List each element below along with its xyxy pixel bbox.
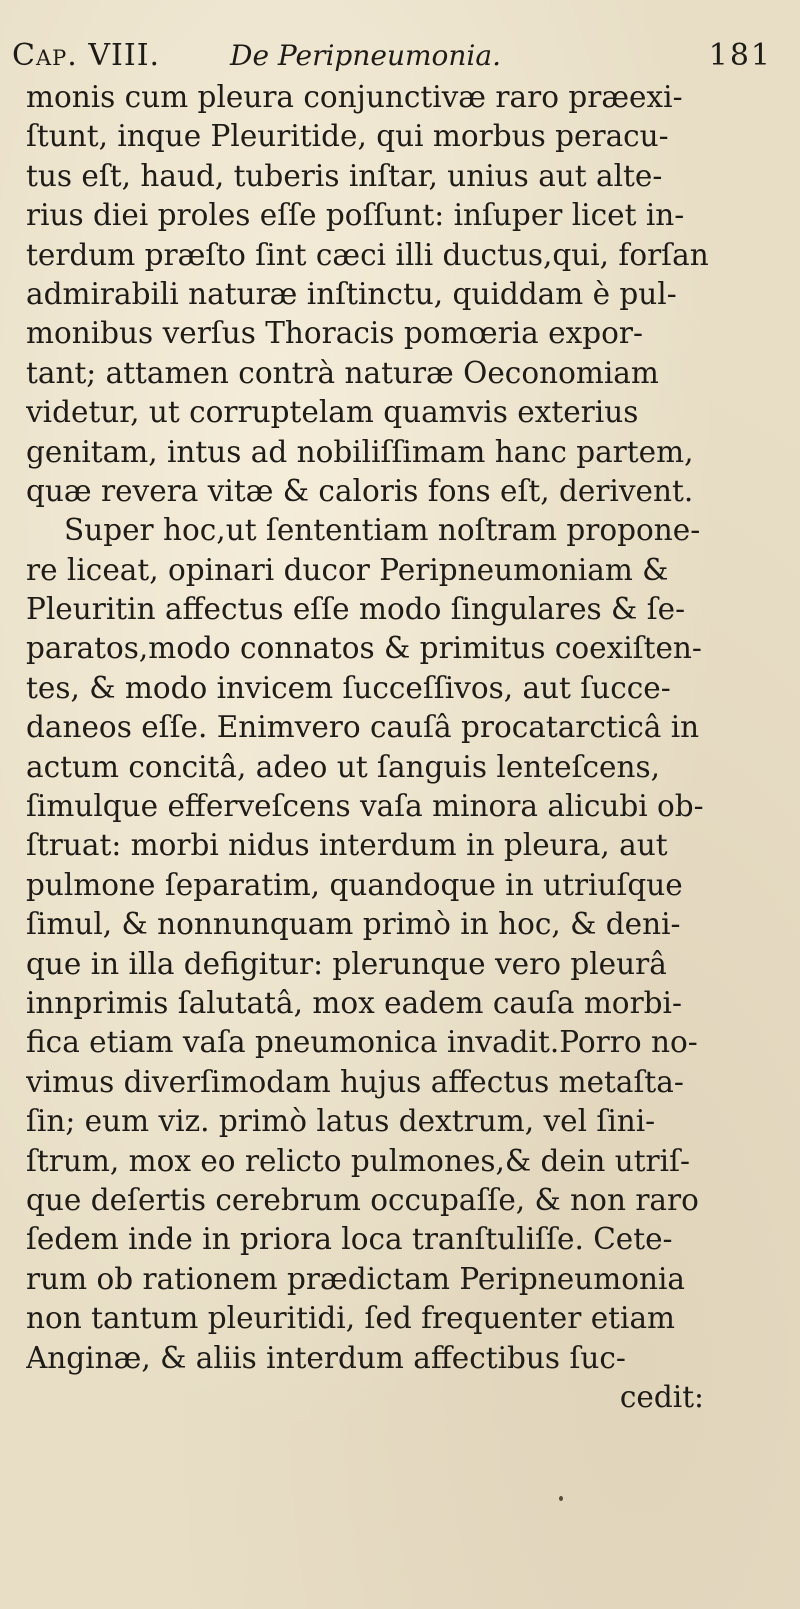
text-line: innprimis ſalutatâ, mox eadem cauſa morbi- [26,985,682,1020]
text-line: rum ob rationem prædictam Peripneumonia [26,1261,685,1296]
page-number: 181 [708,38,772,73]
text-line: genitam, intus ad nobiliſſimam hanc partem, [26,434,694,469]
text-line: monis cum pleura conjunctivæ raro præexi- [26,80,683,114]
text-line: pulmone ſeparatim, quandoque in utriuſque [26,867,683,902]
text-line: que in illa defigitur: plerunque vero pleurâ [26,946,667,981]
text-line: Pleuritin affectus eſſe modo ſingulares & ſe- [26,592,686,627]
text-line: rius diei proles eſſe poſſunt: inſuper licet in- [26,198,685,233]
ink-speck [559,1496,563,1501]
body-text [26,78,770,1417]
text-line: videtur, ut corruptelam quamvis exterius [26,395,639,430]
text-line: quæ revera vitæ & caloris fons eſt, derivent. [26,473,694,508]
text-line: ſtunt, inque Pleuritide, qui morbus peracu- [26,119,669,154]
text-line: re liceat, opinari ducor Peripneumoniam & [26,552,669,587]
running-title: De Peripneumonia. [230,39,501,72]
text-line: monibus verſus Thoracis pomœria expor- [26,316,643,351]
text-line: admirabili naturæ inſtinctu, quiddam è pul- [26,276,677,311]
text-line: tes, & modo invicem ſucceſſivos, aut ſucce- [26,670,671,705]
text-line: ſtrum, mox eo relicto pulmones,& dein utriſ- [26,1143,690,1178]
text-line: tus eſt, haud, tuberis inſtar, unius aut alte- [26,158,663,193]
text-line: fica etiam vaſa pneumonica invadit.Porro no- [26,1025,698,1060]
text-line: ſedem inde in priora loca tranſtuliſſe. Cete- [26,1222,673,1257]
text-line: actum concitâ, adeo ut ſanguis lenteſcens, [26,749,661,784]
text-line: daneos eſſe. Enimvero cauſâ procatarcticâ in [26,710,700,745]
text-line: Anginæ, & aliis interdum affectibus ſuc- [26,1340,626,1375]
text-line: non tantum pleuritidi, ſed frequenter etiam [26,1301,676,1336]
catchword: cedit: [619,1379,704,1414]
text-line: paratos,modo connatos & primitus coexiſten- [26,631,702,666]
text-line: ſimulque efferveſcens vaſa minora alicubi ob- [26,789,704,824]
text-line: ſimul, & nonnunquam primò in hoc, & deni- [26,907,681,942]
text-line: vimus diverſimodam hujus affectus metaſta- [26,1064,684,1099]
text-line: ſin; eum viz. primò latus dextrum, vel ſini- [26,1104,656,1139]
text-line: tant; attamen contrà naturæ Oeconomiam [26,355,659,390]
text-line: ſtruat: morbi nidus interdum in pleura, aut [26,828,668,863]
chapter-label: Cap. VIII. [12,38,161,73]
running-head [12,36,772,76]
text-line: que deſertis cerebrum occupaſſe, & non raro [26,1182,699,1217]
paragraph-start-line: Super hoc,ut ſententiam noſtram propone- [64,513,701,548]
text-line: terdum præſto ſint cæci illi ductus,qui, forſan [26,237,709,272]
